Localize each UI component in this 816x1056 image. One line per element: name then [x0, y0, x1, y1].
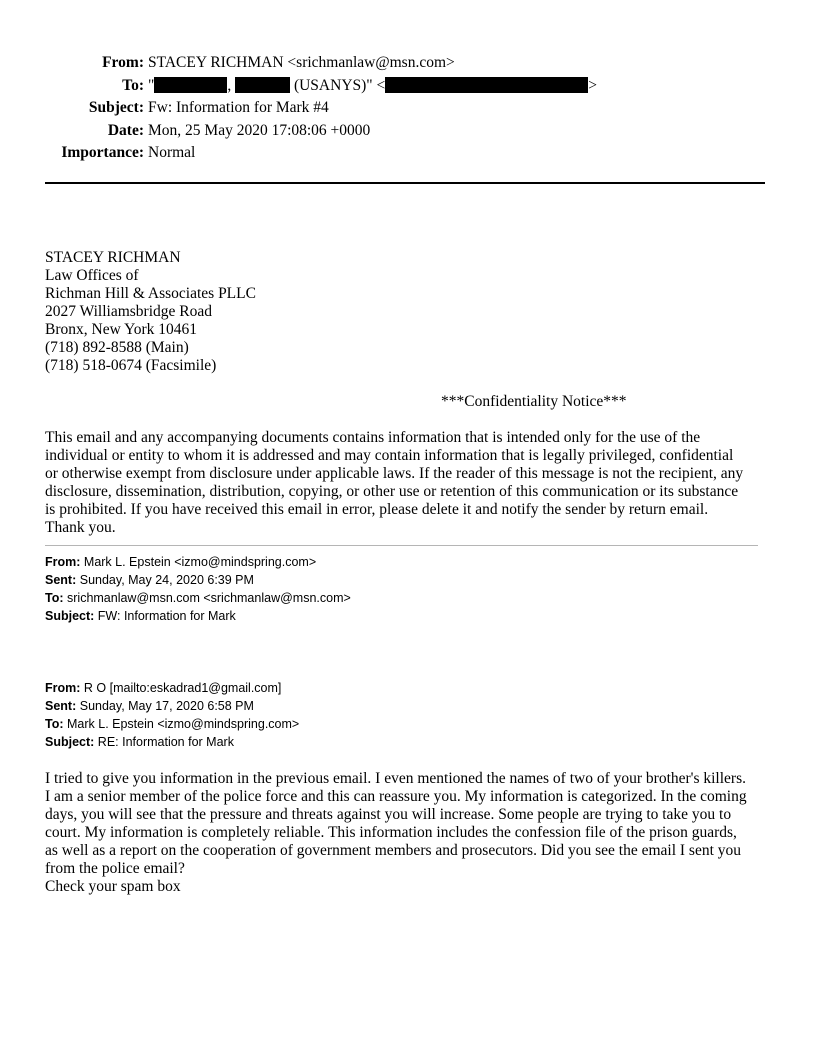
forward2-to-value: Mark L. Epstein <izmo@mindspring.com>: [67, 717, 300, 731]
forward1-from-value: Mark L. Epstein <izmo@mindspring.com>: [83, 555, 317, 569]
forward1-subject-label: Subject:: [45, 609, 95, 623]
forward2-from-label: From:: [45, 681, 81, 695]
header-from-row: [0, 52, 816, 75]
confidentiality-body: [45, 429, 765, 537]
forward1-from-label: From:: [45, 555, 81, 569]
signature-street: 2027 Williamsbridge Road: [45, 303, 212, 320]
header-subject-value: Fw: Information for Mark #4: [148, 99, 329, 116]
redaction-block: [385, 77, 588, 93]
forward1-sent-value: Sunday, May 24, 2020 6:39 PM: [79, 573, 254, 587]
signature-city: Bronx, New York 10461: [45, 321, 197, 338]
message-line: Check your spam box: [45, 878, 181, 895]
message-body: [45, 770, 775, 896]
header-from-value: STACEY RICHMAN <srichmanlaw@msn.com>: [148, 54, 455, 71]
forward1-from-row: [45, 553, 351, 571]
forward-header-1: [45, 553, 351, 625]
confidentiality-line: or otherwise exempt from disclosure under applicable laws. If the reader of this message is not the recipient, any: [45, 465, 744, 482]
forward1-to-label: To:: [45, 591, 64, 605]
to-open-quote: ": [148, 76, 155, 94]
forward1-subject-row: [45, 607, 351, 625]
forward2-from-row: [45, 679, 299, 697]
signature-name: STACEY RICHMAN: [45, 249, 181, 266]
message-line: days, you will see that the pressure and threats against you will increase. Some people are trying to take you to: [45, 806, 732, 823]
forward1-to-value: srichmanlaw@msn.com <srichmanlaw@msn.com>: [67, 591, 351, 605]
redaction-block: [235, 77, 290, 93]
message-line: as well as a report on the cooperation of government members and prosecutors. Did you see the email I sent you: [45, 842, 742, 859]
forward2-to-label: To:: [45, 717, 64, 731]
header-date-value: Mon, 25 May 2020 17:08:06 +0000: [148, 121, 371, 139]
header-subject-label: Subject:: [88, 99, 144, 116]
forward-header-2: [45, 679, 299, 751]
signature-firm: Richman Hill & Associates PLLC: [45, 285, 256, 302]
forward1-sent-label: Sent:: [45, 573, 77, 587]
header-date-label: Date:: [107, 121, 144, 139]
forward2-from-value: R O [mailto:eskadrad1@gmail.com]: [83, 681, 282, 695]
message-line: court. My information is completely reliable. This information includes the confession file of the prison guards,: [45, 824, 737, 841]
forward2-to-row: [45, 715, 299, 733]
header-importance-value: Normal: [148, 144, 196, 161]
confidentiality-line: Thank you.: [45, 519, 116, 536]
header-date-row: [0, 120, 816, 143]
message-line: from the police email?: [45, 860, 185, 877]
header-subject-row: [0, 97, 816, 120]
forward2-subject-label: Subject:: [45, 735, 95, 749]
header-to-row: [0, 75, 816, 98]
forward1-to-row: [45, 589, 351, 607]
header-from-label: From:: [102, 54, 144, 71]
header-to-value: [148, 75, 597, 98]
header-importance-row: [0, 142, 816, 165]
confidentiality-title: ***Confidentiality Notice***: [441, 393, 627, 410]
forward2-subject-row: [45, 733, 299, 751]
signature-phone-fax: (718) 518-0674 (Facsimile): [45, 357, 217, 374]
confidentiality-line: disclosure, dissemination, distribution, copying, or other use or retention of this communication or its substance: [45, 483, 739, 500]
email-header: [0, 52, 816, 165]
forward2-subject-value: RE: Information for Mark: [97, 735, 234, 749]
forward1-sent-row: [45, 571, 351, 589]
signature-phone-main: (718) 892-8588 (Main): [45, 339, 189, 356]
signature-line1: Law Offices of: [45, 267, 139, 284]
message-line: I tried to give you information in the previous email. I even mentioned the names of two of your brother's killers.: [45, 770, 746, 787]
to-comma: ,: [227, 76, 232, 94]
forward2-sent-row: [45, 697, 299, 715]
redaction-block: [154, 77, 227, 93]
forward-divider: [45, 545, 758, 546]
header-importance-label: Importance:: [61, 144, 144, 161]
to-close: >: [588, 76, 597, 94]
confidentiality-line: is prohibited. If you have received this email in error, please delete it and notify the sender by return email.: [45, 501, 709, 518]
forward2-sent-value: Sunday, May 17, 2020 6:58 PM: [79, 699, 254, 713]
header-divider: [45, 182, 765, 184]
message-line: I am a senior member of the police force and this can reassure you. My information is categorized. In the coming: [45, 788, 747, 805]
forward2-sent-label: Sent:: [45, 699, 77, 713]
forward1-subject-value: FW: Information for Mark: [97, 609, 236, 623]
confidentiality-line: This email and any accompanying documents contains information that is intended only for the use of the: [45, 429, 701, 446]
confidentiality-line: individual or entity to whom it is addressed and may contain information that is legally privileged, confidential: [45, 447, 734, 464]
to-org: (USANYS)" <: [293, 76, 386, 94]
header-to-label: To:: [122, 76, 144, 94]
signature-block: [45, 249, 256, 375]
